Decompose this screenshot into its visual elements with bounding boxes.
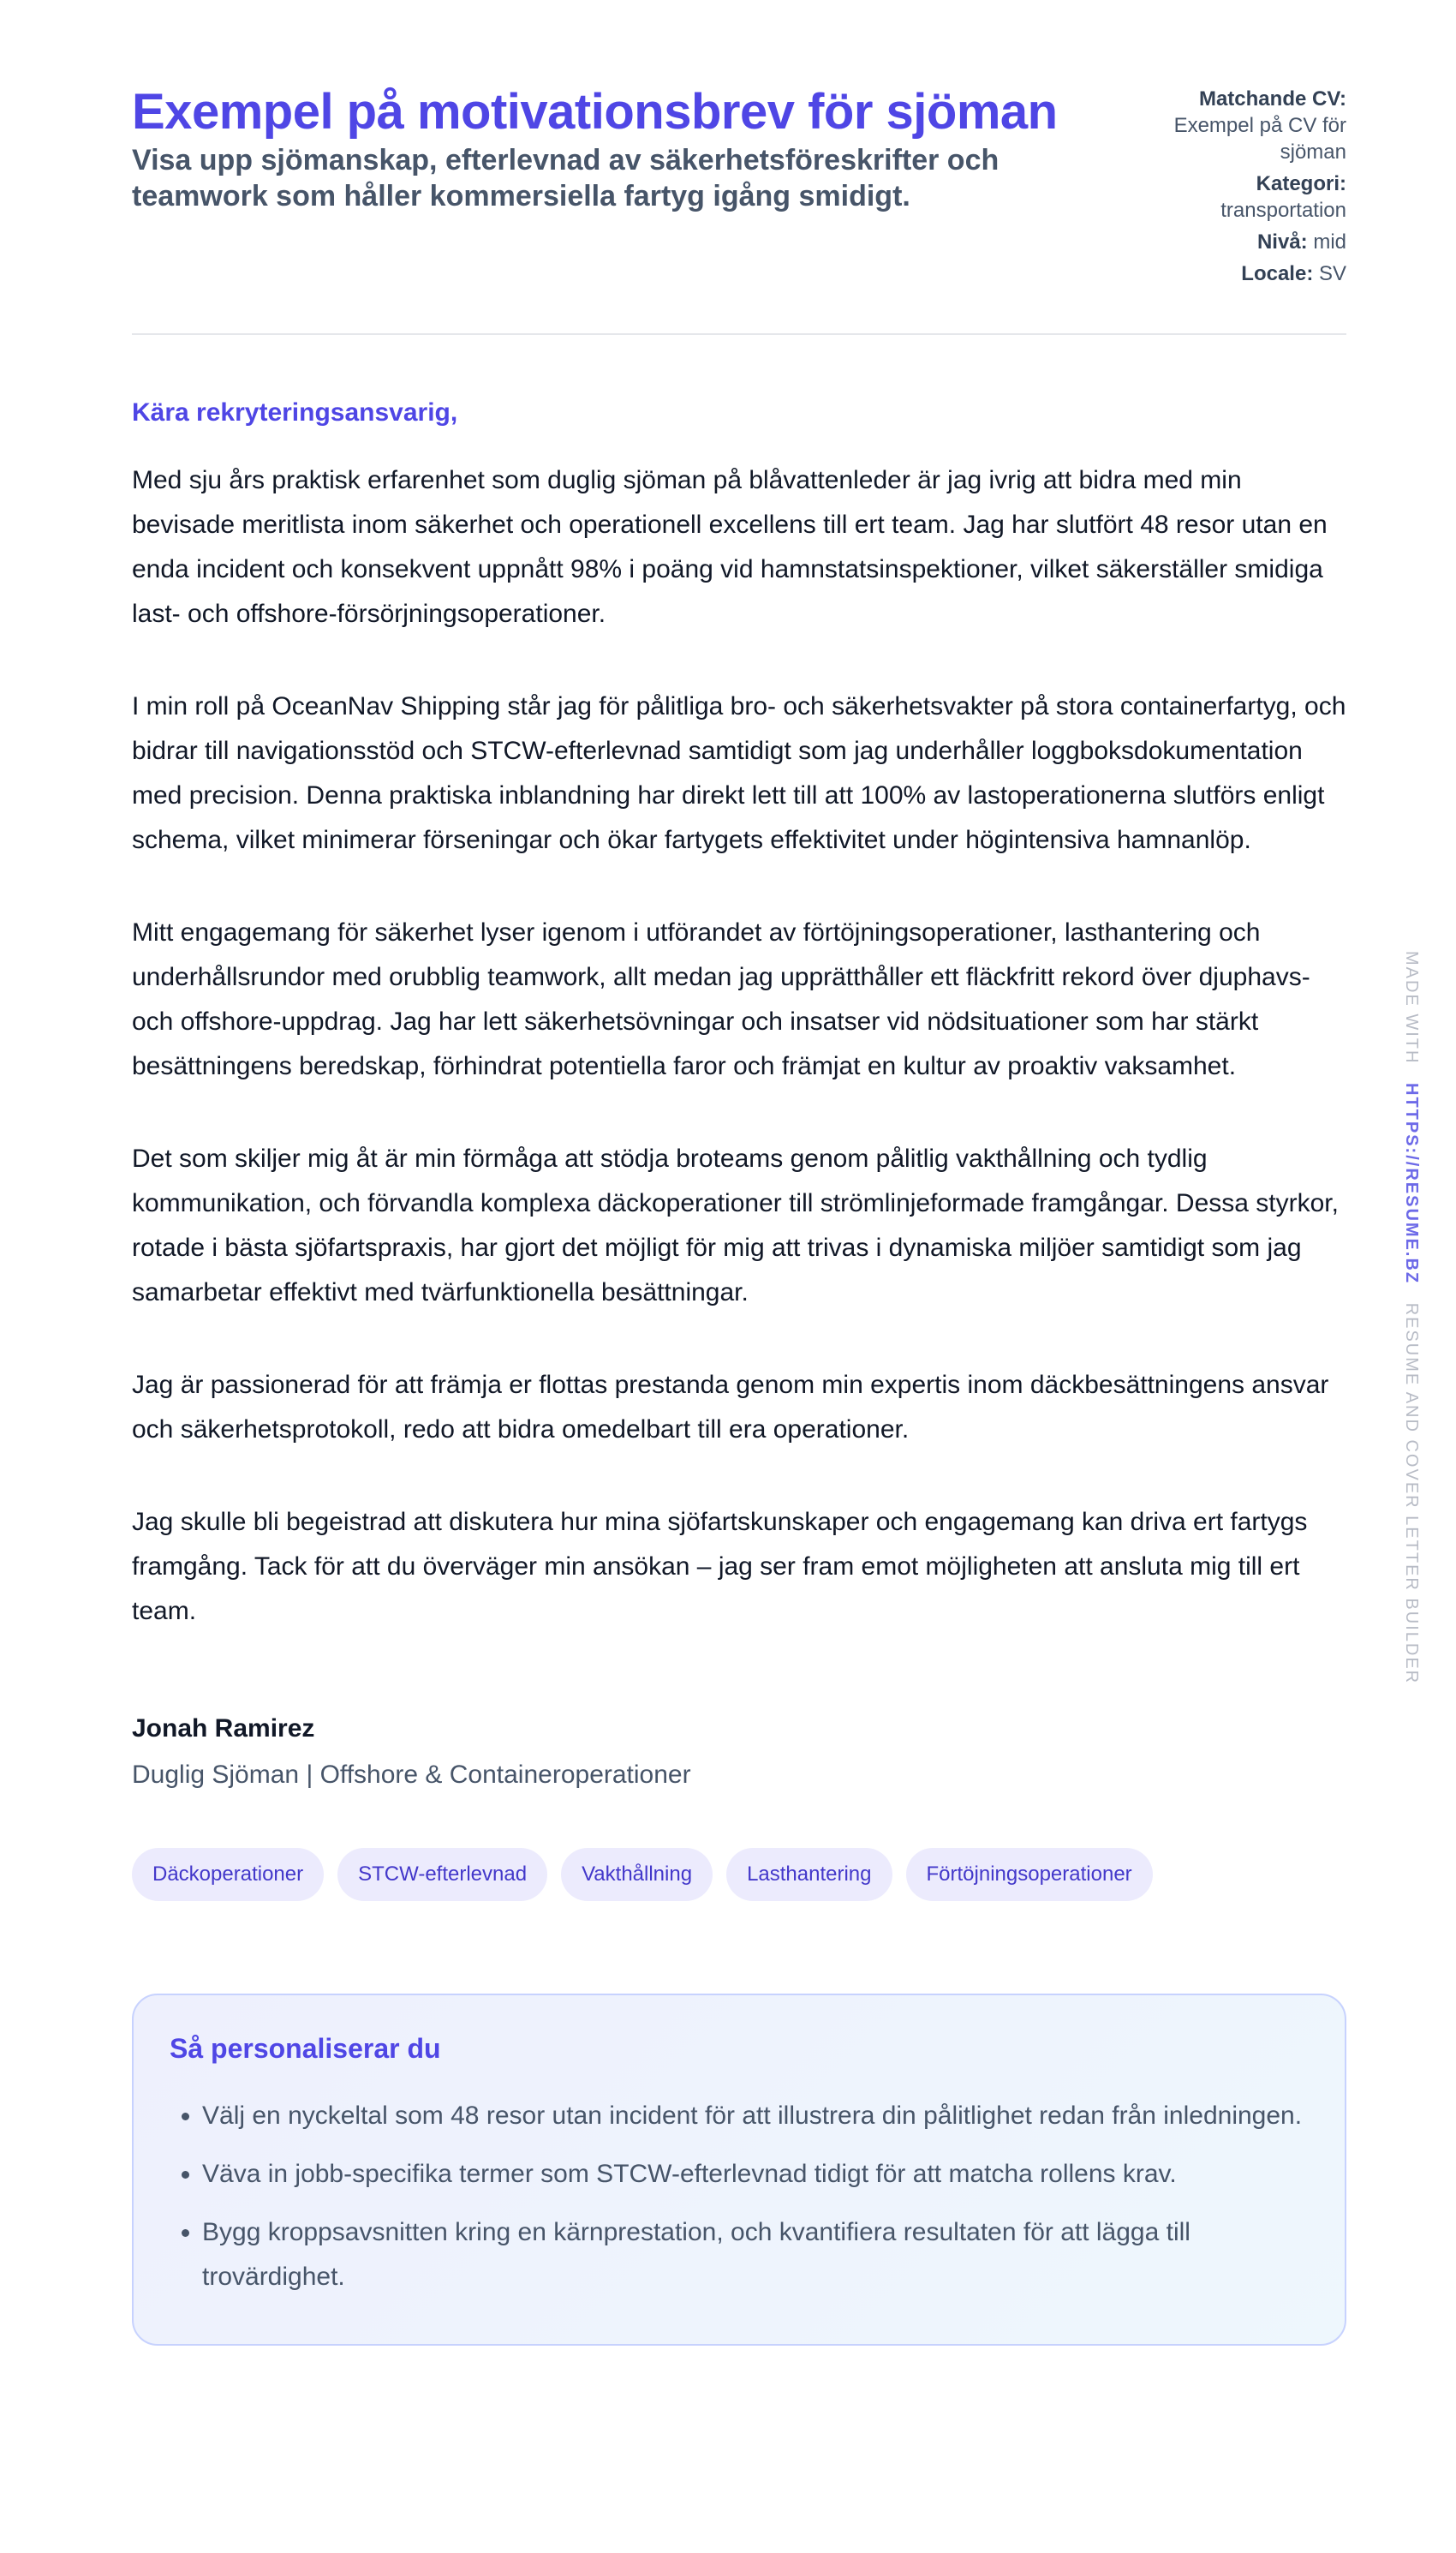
resume-bz-link[interactable]: HTTPS://RESUME.BZ: [1402, 1083, 1421, 1285]
meta-locale-value: SV: [1318, 262, 1346, 285]
letter-paragraph: Med sju års praktisk erfarenhet som duglig sjöman på blåvattenleder är jag ivrig att bidra med min bevisade meritlista inom säkerhet och operationell excellens till ert team. Jag har slutfört 48 resor utan en enda incident och konsekvent uppnått 98% i poäng vid hamnstatsinspektioner, vilket säkerställer smidiga last- och offshore-försörjningsoperationer.: [132, 466, 1328, 628]
cover-letter-page: [132, 82, 1346, 2346]
title-block: [132, 82, 1117, 214]
made-with-text: MADE WITH: [1402, 951, 1421, 1065]
tip-item: • Bygg kroppsavsnitten kring en kärnprestation, och kvantifiera resultaten för att lägga till trovärdighet.: [202, 2210, 1309, 2299]
letter-paragraph: Jag är passionerad för att främja er flottas prestanda genom min expertis inom däckbesättningens ansvar och säkerhetsprotokoll, redo att bidra omedelbart till era operationer.: [132, 1371, 1329, 1444]
meta-level-value: mid: [1313, 230, 1346, 254]
header: [132, 82, 1346, 335]
skill-tag: STCW-efterlevnad: [337, 1848, 547, 1901]
builder-tagline: RESUME AND COVER LETTER BUILDER: [1402, 1302, 1421, 1685]
meta-cv-label: Matchande CV:: [1198, 87, 1346, 111]
skill-tag: Lasthantering: [726, 1848, 892, 1901]
page-subtitle: Visa upp sjömanskap, efterlevnad av säkerhetsföreskrifter och teamwork som håller kommersiella fartyg igång smidigt.: [132, 144, 1000, 212]
tips-title: Så personaliserar du: [170, 2033, 441, 2064]
tip-item: • Väva in jobb-specifika termer som STCW-efterlevnad tidigt för att matcha rollens krav.: [202, 2152, 1309, 2197]
letter-greeting: Kära rekryteringsansvarig,: [132, 398, 458, 427]
letter-paragraph: I min roll på OceanNav Shipping står jag för pålitliga bro- och säkerhetsvakter på stora containerfartyg, och bidrar till navigationsstöd och STCW-efterlevnad samtidigt som jag underhåller loggboksdokumentation med precision. Denna praktiska inblandning har direkt lett till att 100% av lastoperationerna slutförs enligt schema, vilket minimerar förseningar och ökar fartygets effektivitet under högintensiva hamnanlöp.: [132, 692, 1346, 854]
meta-category-value: transportation: [1220, 199, 1346, 222]
signature-title: Duglig Sjöman | Offshore & Containeroperationer: [132, 1761, 691, 1789]
skill-tag: Vakthållning: [561, 1848, 713, 1901]
meta-info: [1141, 86, 1346, 292]
skill-tags: [132, 1848, 1346, 1901]
page-title: Exempel på motivationsbrev för sjöman: [132, 84, 1058, 140]
meta-cv-value[interactable]: Exempel på CV för sjöman: [1173, 114, 1346, 164]
tips-list: [170, 2094, 1309, 2299]
letter-paragraph: Jag skulle bli begeistrad att diskutera hur mina sjöfartskunskaper och engagemang kan driva ert fartygs framgång. Tack för att du överväger min ansökan – jag ser fram emot möjligheten att ansluta mig till ert team.: [132, 1508, 1308, 1625]
made-with-banner: [1401, 951, 1421, 1684]
skill-tag: Däckoperationer: [132, 1848, 324, 1901]
meta-cv: [1141, 86, 1346, 165]
signature-name: Jonah Ramirez: [132, 1714, 315, 1743]
personalization-tips: [132, 1994, 1346, 2346]
meta-level: [1141, 229, 1346, 255]
meta-locale: [1141, 260, 1346, 287]
meta-category: [1141, 170, 1346, 224]
letter-paragraph: Mitt engagemang för säkerhet lyser igenom i utförandet av förtöjningsoperationer, lasthantering och underhållsrundor med orubblig teamwork, allt medan jag upprätthåller ett fläckfritt rekord över djuphavs- och offshore-uppdrag. Jag har lett säkerhetsövningar och insatser vid nödsituationer som har stärkt besättningens beredskap, förhindrat potentiella faror och främjat en kultur av proaktiv vaksamhet.: [132, 918, 1310, 1080]
meta-level-label: Nivå:: [1256, 230, 1308, 254]
meta-category-label: Kategori:: [1256, 172, 1346, 195]
letter-paragraph: Det som skiljer mig åt är min förmåga att stödja broteams genom pålitlig vakthållning och tydlig kommunikation, och förvandla komplexa däckoperationer till strömlinjeformade framgångar. Dessa styrkor, rotade i bästa sjöfartspraxis, har gjort det möjligt för mig att trivas i dynamiska miljöer samtidigt som jag samarbetar effektivt med tvärfunktionella besättningar.: [132, 1145, 1339, 1306]
skill-tag: Förtöjningsoperationer: [906, 1848, 1153, 1901]
meta-locale-label: Locale:: [1241, 262, 1314, 285]
tip-item: • Välj en nyckeltal som 48 resor utan incident för att illustrera din pålitlighet redan från inledningen.: [202, 2094, 1309, 2138]
